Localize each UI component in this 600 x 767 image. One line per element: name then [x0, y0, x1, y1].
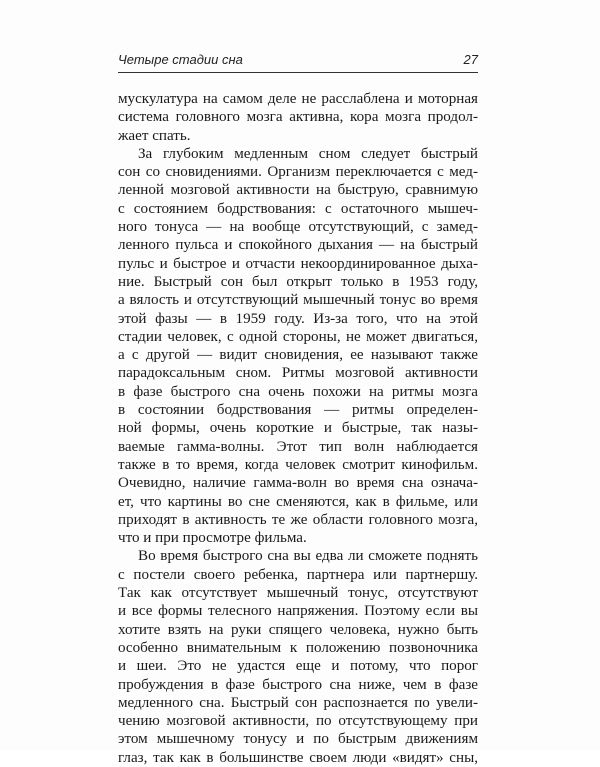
text-line: также в то время, когда человек смотрит кинофильм. — [118, 456, 478, 473]
text-line: ленной мозговой активности на быструю, сравнимую — [118, 182, 478, 199]
text-line: ваемые гамма-волны. Этот тип волн наблюдается — [118, 438, 478, 455]
text-line: этом мышечному тонусу и по быстрым движениям — [118, 731, 478, 748]
text-line: а вялость и отсутствующий мышечный тонус во время — [118, 292, 478, 309]
text-line: что и при просмотре фильма. — [118, 530, 307, 547]
text-line: и шеи. Это не удастся еще и потому, что порог — [118, 658, 478, 675]
text-line: хотите взять на руки спящего человека, нужно быть — [118, 621, 478, 638]
text-line: ние. Быстрый сон был открыт только в 1953 году, — [118, 273, 478, 290]
text-line: приходят в активность те же области головного мозга, — [118, 511, 478, 528]
text-line: ного тонуса — на вообще отсутствующий, с замед- — [118, 219, 478, 236]
text-line: с постели своего ребенка, партнера или партнершу. — [118, 566, 478, 583]
text-line: чению мозговой активности, по отсутствующему при — [118, 713, 478, 730]
page-number: 27 — [463, 52, 478, 67]
text-line: в фазе быстрого сна очень похожи на ритмы мозга — [118, 383, 478, 400]
text-line: ет, что картины во сне сменяются, как в фильме, или — [118, 493, 478, 510]
text-line: сон со сновидениями. Организм переключается с мед- — [118, 164, 478, 181]
text-line: с состоянием бодрствования: с остаточного мышеч- — [118, 200, 478, 217]
text-line: в состоянии бодрствования — ритмы определен- — [118, 402, 478, 419]
running-head — [118, 50, 478, 70]
text-line: За глубоким медленным сном следует быстрый — [138, 145, 478, 162]
text-line: Так как отсутствует мышечный тонус, отсутствуют — [118, 585, 478, 602]
text-line: пробуждения в фазе быстрого сна ниже, чем в фазе — [118, 676, 478, 693]
body-text — [118, 90, 478, 767]
text-line: стадии человек, с одной стороны, не может двигаться, — [118, 328, 478, 345]
text-line: ной формы, очень короткие и быстрые, так назы- — [118, 420, 478, 437]
text-line: медленного сна. Быстрый сон распознается по увели- — [118, 694, 478, 711]
text-line: пульс и быстрое и отчасти некоординированное дыха- — [118, 255, 478, 272]
chapter-title: Четыре стадии сна — [118, 52, 243, 67]
text-line: жает спать. — [118, 127, 191, 144]
text-line: а с другой — видит сновидения, ее называют также — [118, 347, 478, 364]
text-line: Во время быстрого сна вы едва ли сможете поднять — [138, 548, 478, 565]
text-line: Очевидно, наличие гамма-волн во время сна означа- — [118, 475, 478, 492]
text-line: система головного мозга активна, кора мозга продол- — [118, 109, 478, 126]
text-line: ленного пульса и спокойного дыхания — на быстрый — [118, 237, 478, 254]
text-line: мускулатура на самом деле не расслаблена и моторная — [118, 91, 478, 107]
text-line: глаз, так как в большинстве своем люди «видят» сны, — [118, 749, 478, 766]
text-line: этой фазы — в 1959 году. Из-за того, что на этой — [118, 310, 478, 327]
header-rule — [118, 72, 478, 73]
text-line: особенно внимательным к положению позвоночника — [118, 639, 478, 656]
text-line: парадоксальным сном. Ритмы мозговой активности — [118, 365, 478, 382]
text-line: и все формы телесного напряжения. Поэтому если вы — [118, 603, 478, 620]
